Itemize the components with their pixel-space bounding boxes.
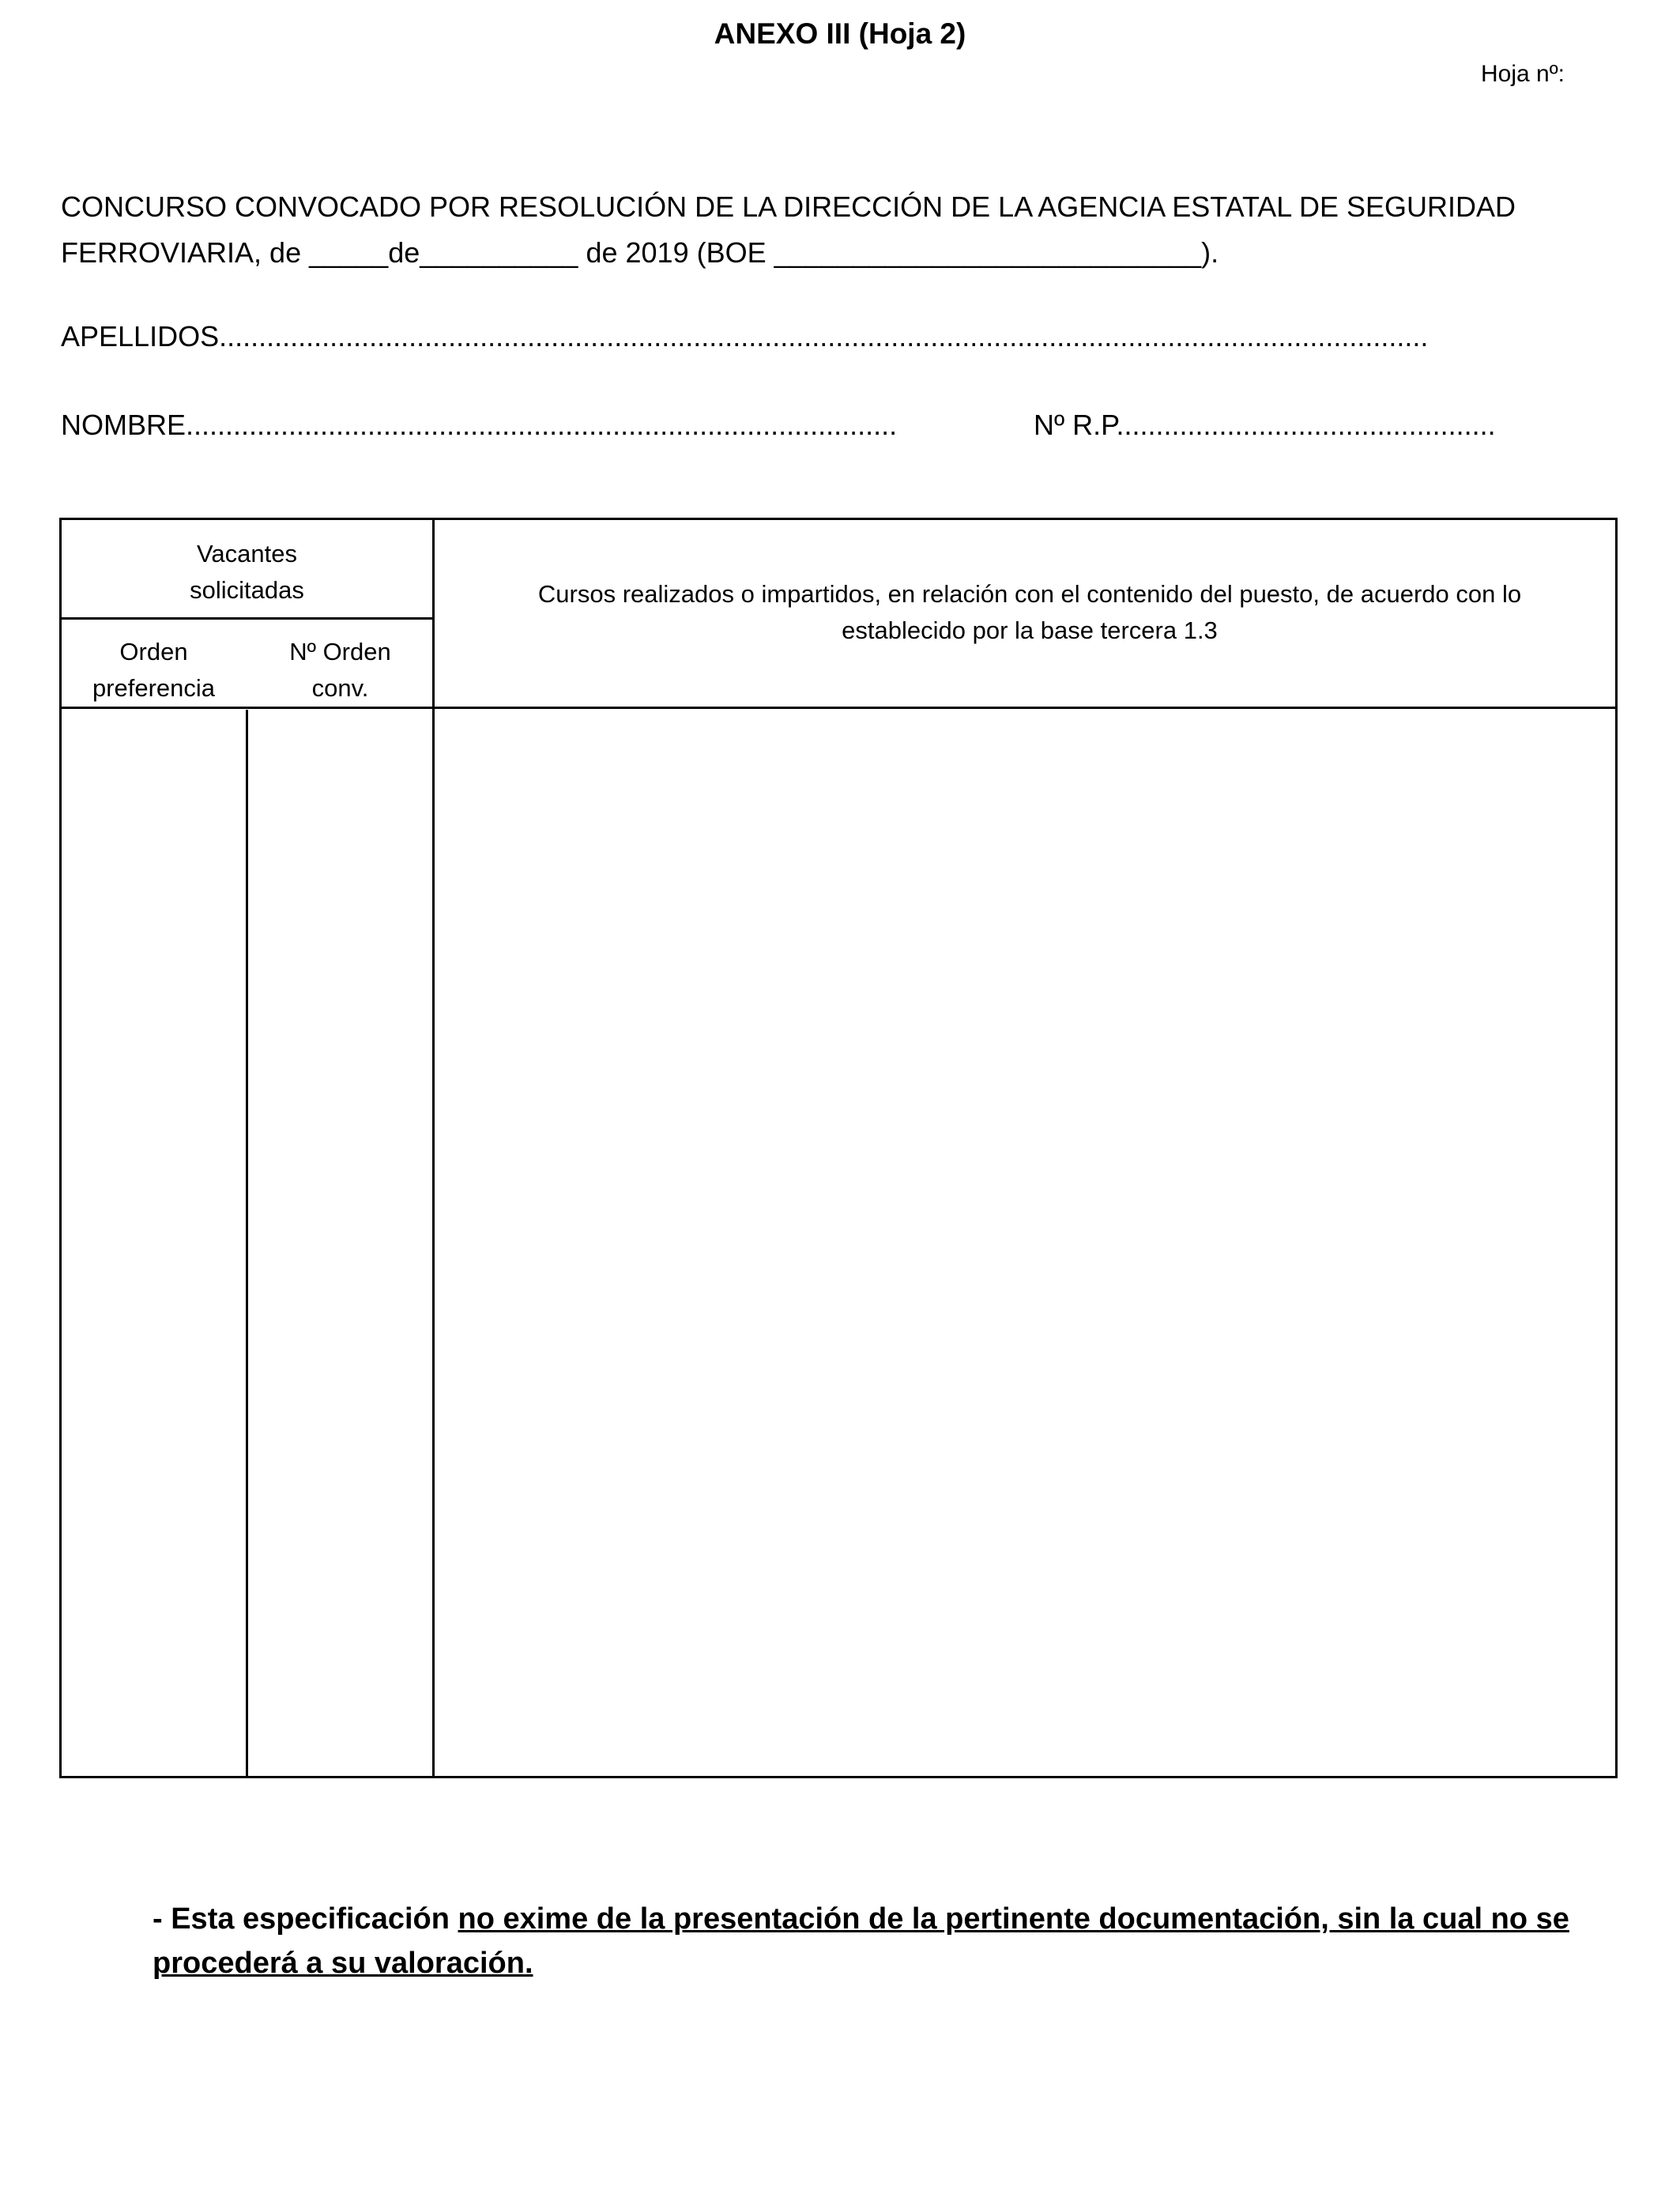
courses-table [59, 518, 1618, 1778]
note-prefix: - Esta especificación [153, 1902, 458, 1936]
note-underlined: no exime de la presentación de la pertinente documentación, sin la cual no se procederá a su valoración. [153, 1902, 1569, 1980]
vacantes-solicitadas-header [62, 536, 432, 609]
orden-preferencia-header [62, 634, 246, 707]
orden-preferencia-cell[interactable] [62, 709, 246, 1776]
documentation-note [153, 1897, 1630, 1985]
document-title: ANEXO III (Hoja 2) [714, 17, 966, 50]
cursos-header: Cursos realizados o impartidos, en relación con el contenido del puesto, de acuerdo con lo establecido por la base tercera 1.3 [537, 580, 1522, 644]
nombre-field: NOMBRE.......................................................................................... [61, 409, 898, 441]
nrp-field: Nº R.P................................................ [1034, 409, 1496, 441]
contest-statement [61, 184, 1625, 276]
orden-conv-header [248, 634, 432, 707]
sheet-number-label: Hoja nº: [1481, 61, 1565, 87]
orden-conv-cell[interactable] [248, 709, 432, 1776]
orden-conv-label: Nº Orden conv. [289, 638, 391, 702]
contest-statement-line-2: FERROVIARIA, de _____de__________ de 2019 (BOE ___________________________). [61, 236, 1219, 269]
cursos-cell[interactable] [435, 709, 1615, 1776]
vacantes-solicitadas-label: Vacantes solicitadas [190, 540, 304, 604]
apellidos-field: APELLIDOS......................................................................................................................................................... [61, 320, 1429, 352]
orden-preferencia-label: Orden preferencia [92, 638, 216, 702]
contest-statement-line-1: CONCURSO CONVOCADO POR RESOLUCIÓN DE LA DIRECCIÓN DE LA AGENCIA ESTATAL DE SEGURIDAD [61, 190, 1516, 223]
table-divider-group-header [62, 617, 432, 620]
